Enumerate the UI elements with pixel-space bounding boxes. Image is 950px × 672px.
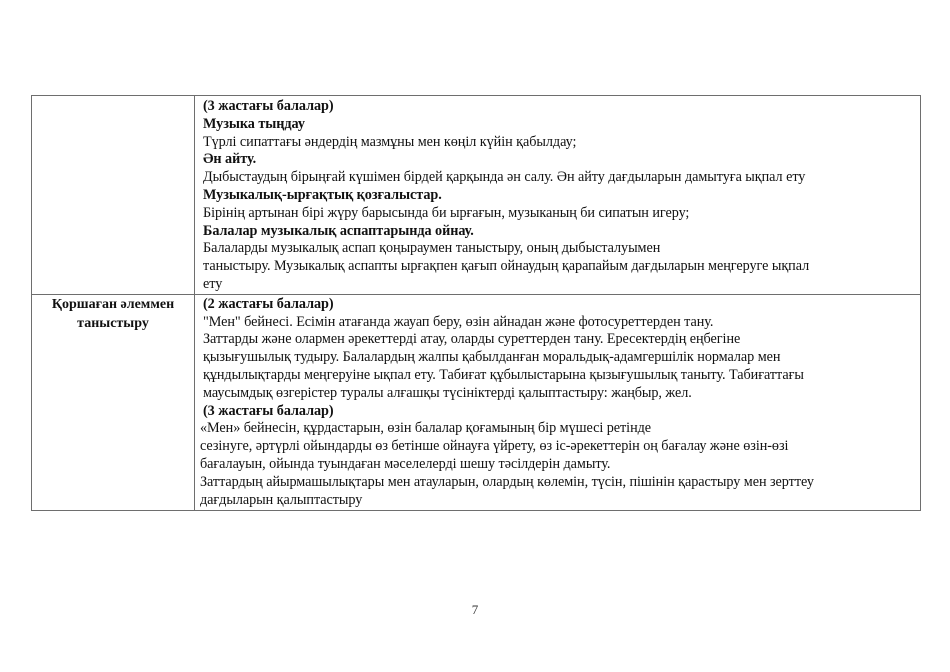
curriculum-table: [31, 95, 921, 511]
content-line: ету: [203, 275, 223, 292]
table-row-environment: [32, 294, 921, 511]
content-line: таныстыру. Музыкалық аспапты ырғақпен қағып ойнаудың қарапайым дағдыларын меңгеруге ықпал: [203, 258, 810, 275]
content-cell-music: [195, 96, 921, 295]
content-line: құндылықтарды меңгеруіне ықпал ету. Табиғат құбылыстарына қызығушылық таныту. Табиғаттағы: [203, 366, 804, 383]
age-group-heading: (2 жастағы балалар): [203, 295, 334, 312]
content-line: бағалауын, ойында туындаған мәселелерді шешу тәсілдерін дамыту.: [200, 455, 611, 472]
content-line: сезінуге, әртүрлі ойындарды өз бетінше ойнауға үйрету, өз іс-әрекеттерін оң бағалау және өзін-өзі: [200, 438, 789, 455]
content-line: Заттардың айырмашылықтары мен атауларын, олардың көлемін, түсін, пішінін қарастыру мен зерттеу: [200, 473, 814, 490]
section-heading-listening: Музыка тыңдау: [203, 115, 305, 132]
content-line: Балаларды музыкалық аспап қоңыраумен таныстыру, оның дыбысталуымен: [203, 240, 661, 257]
subject-cell-empty: [32, 96, 195, 295]
content-line: қызығушылық тудыру. Балалардың жалпы қабылданған моральдық-адамгершілік нормалар мен: [203, 349, 781, 366]
content-line: "Мен" бейнесі. Есімін атағанда жауап беру, өзін айнадан және фотосуреттерден тану.: [203, 313, 714, 330]
section-heading-instruments: Балалар музыкалық аспаптарында ойнау.: [203, 222, 474, 239]
content-line: «Мен» бейнесін, құрдастарын, өзін балалар қоғамының бір мүшесі ретінде: [200, 420, 652, 437]
table-row-music: [32, 96, 921, 295]
content-line: Заттарды және олармен әрекеттерді атау, оларды суреттерден тану. Ересектердің еңбегіне: [203, 331, 741, 348]
content-line: дағдыларын қалыптастыру: [200, 491, 363, 508]
section-heading-rhythmic-movements: Музыкалық-ырғақтық қозғалыстар.: [203, 186, 442, 203]
age-group-heading: (3 жастағы балалар): [203, 402, 334, 419]
subject-name-line: таныстыру: [77, 315, 149, 331]
page-number: 7: [471, 602, 479, 617]
content-line: Дыбыстаудың бірыңғай күшімен бірдей қарқында ән салу. Ән айту дағдыларын дамытуға ықпал ету: [203, 169, 806, 186]
content-cell-environment: [195, 294, 921, 511]
content-line: маусымдық өзгерістер туралы алғашқы түсініктерді қалыптастыру: жаңбыр, жел.: [203, 384, 692, 401]
subject-name-line: Қоршаған әлеммен: [51, 296, 175, 312]
subject-cell-environment: [32, 294, 195, 511]
age-group-heading: (3 жастағы балалар): [203, 98, 334, 114]
section-heading-singing: Ән айту.: [203, 151, 257, 168]
content-line: Түрлі сипаттағы әндердің мазмұны мен көңіл күйін қабылдау;: [203, 133, 577, 150]
content-line: Бірінің артынан бірі жүру барысында би ырғағын, музыканың би сипатын игеру;: [203, 204, 690, 221]
